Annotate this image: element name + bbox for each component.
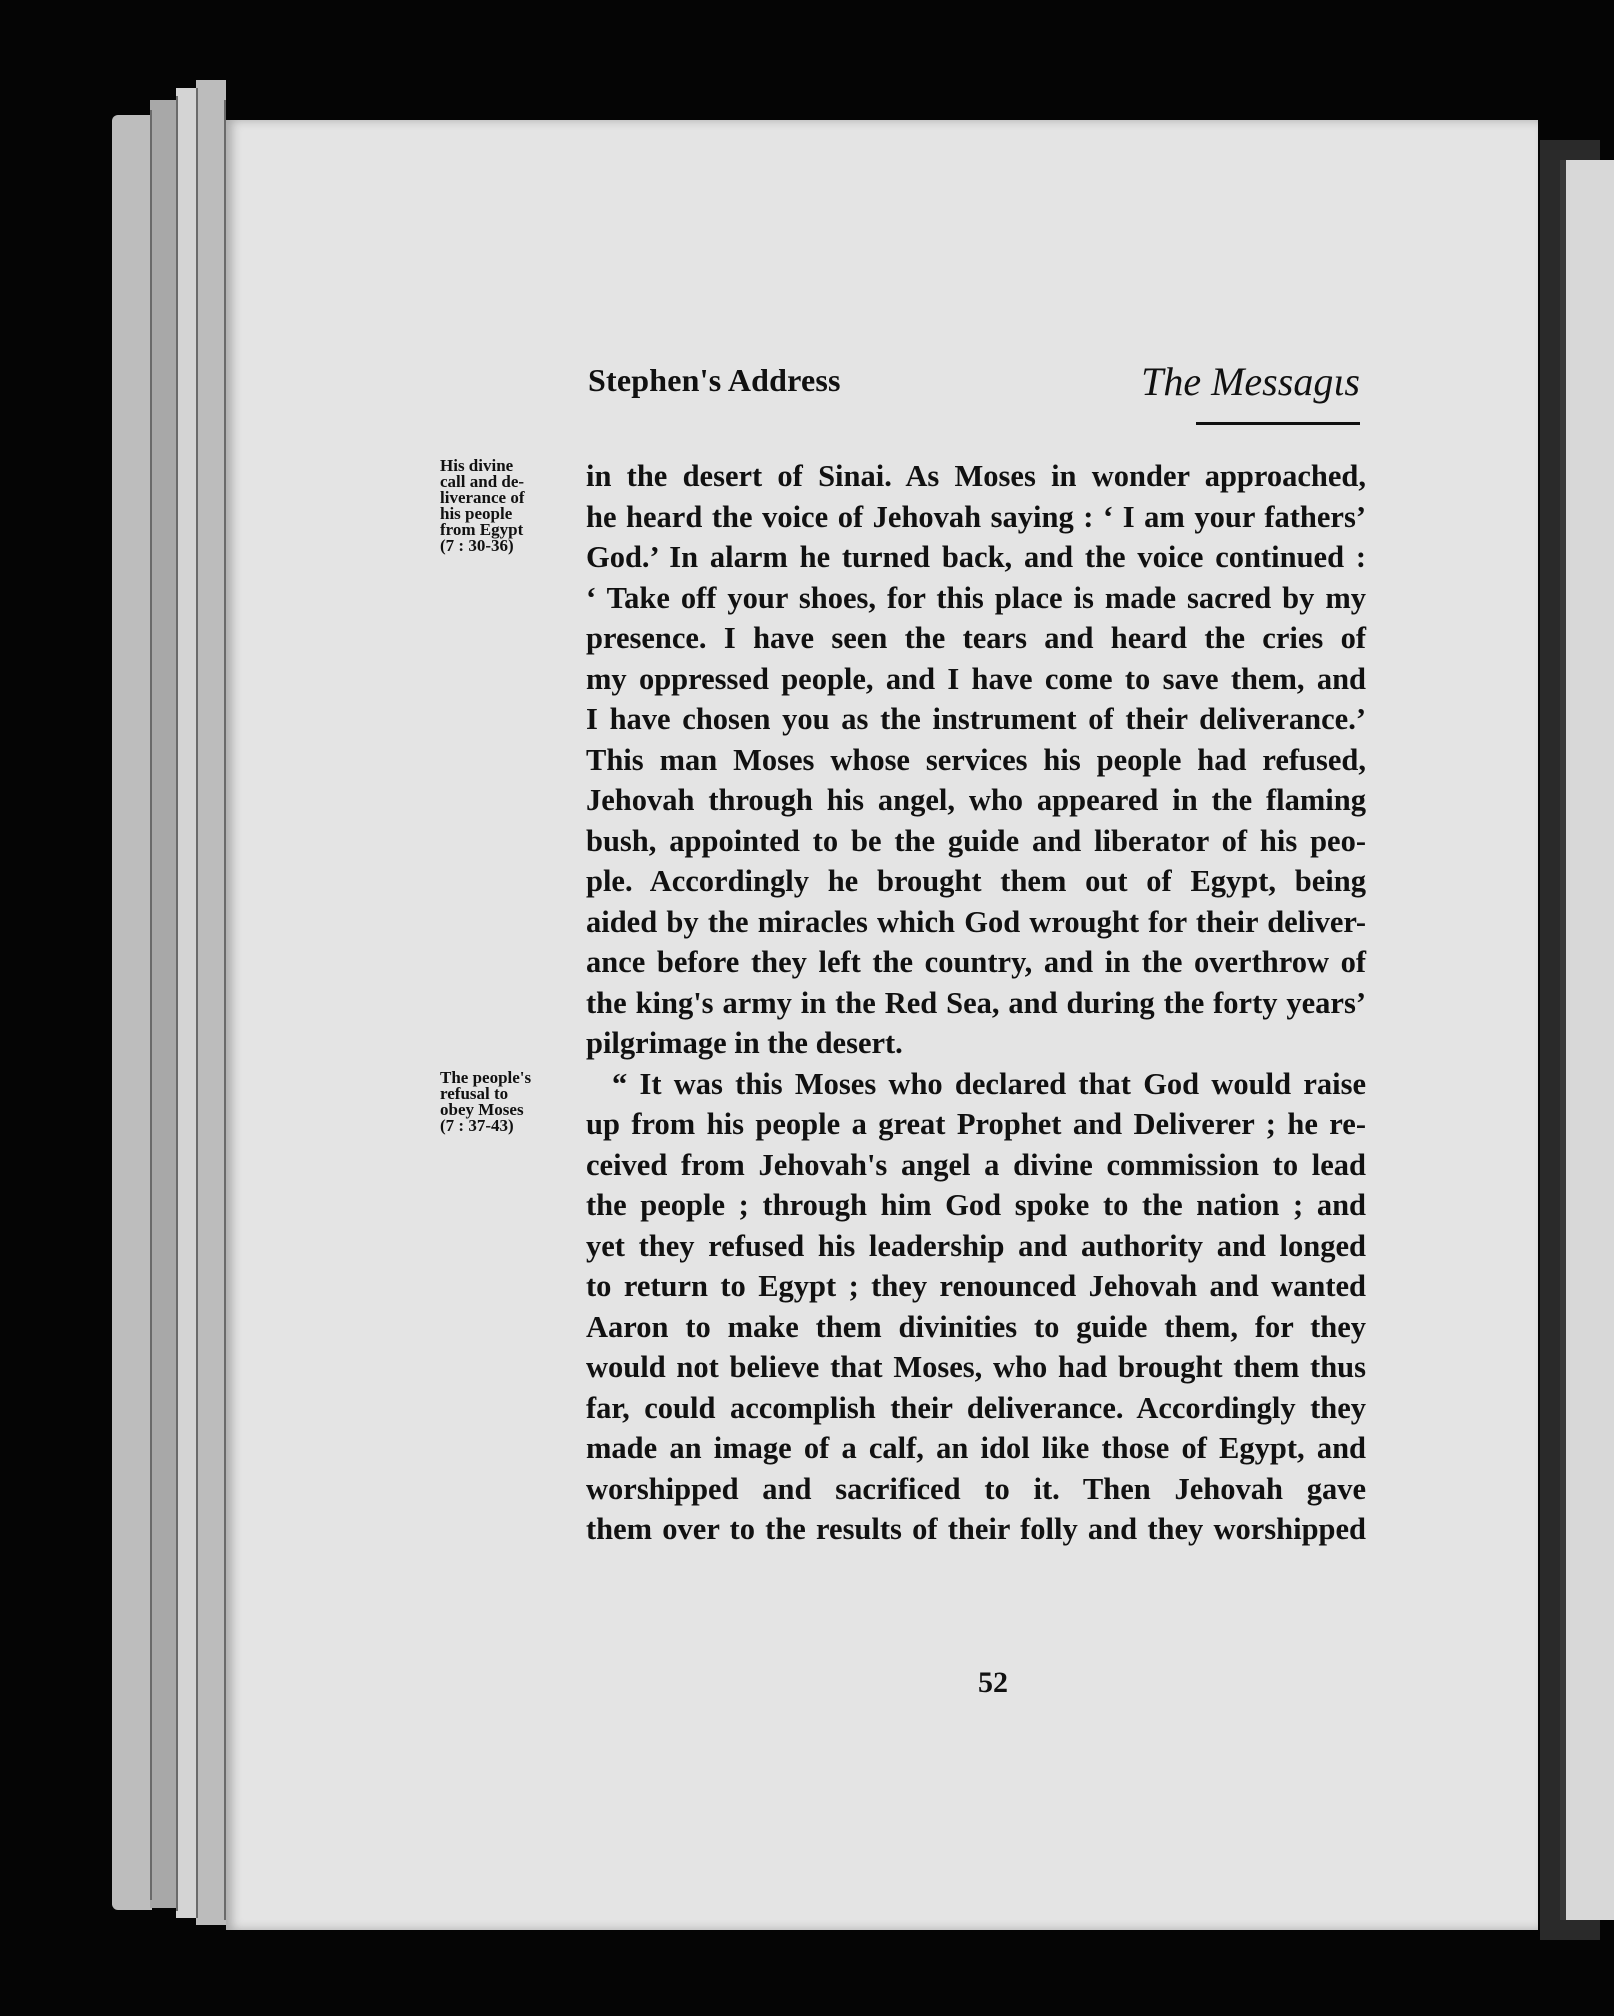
page-edge [150,100,178,1908]
text-line: yet they refused his leadership and authority and longed [586,1228,1366,1263]
text-line: the king's army in the Red Sea, and during the forty years’ [586,985,1366,1020]
running-head-rule [1196,422,1360,425]
sidenote-line: The people's [440,1068,532,1087]
text-line: pilgrimage in the desert. [586,1026,903,1060]
running-head [588,359,1360,422]
text-line: ance before they left the country, and in the overthrow of [586,945,1366,979]
text-line: in the desert of Sinai. As Moses in wonder approached, [586,459,1366,493]
sidenote-line: (7 : 30-36) [440,536,514,555]
sidenote-divine-call [440,458,560,554]
facing-page-edge [1560,160,1614,1920]
text-line: worshipped and sacrificed to it. Then Jehovah gave [586,1471,1366,1506]
text-line: my oppressed people, and I have come to save them, and [586,661,1366,696]
sidenote-line: liverance of [440,488,525,507]
text-line: aided by the miracles which God wrought for their deliver- [586,904,1366,939]
text-line: God.’ In alarm he turned back, and the voice continued : [586,540,1366,574]
page-edge [196,80,226,1925]
text-line: Aaron to make them divinities to guide them, for they [586,1309,1366,1344]
text-line: to return to Egypt ; they renounced Jehovah and wanted [586,1269,1366,1303]
text-line: would not believe that Moses, who had brought them thus [586,1350,1366,1384]
text-line: them over to the results of their folly and they worshipped [586,1512,1366,1546]
text-line: ‘ Take off your shoes, for this place is made sacred by my [586,580,1366,615]
text-line: I have chosen you as the instrument of their deliverance.’ [586,702,1366,736]
sidenote-line: obey Moses [440,1100,524,1119]
sidenote-line: from Egypt [440,520,524,539]
text-line: far, could accomplish their deliverance. Accordingly they [586,1390,1366,1425]
page-edge-line [150,110,152,1900]
text-line: bush, appointed to be the guide and liberator of his peo- [586,823,1366,858]
book-page [226,120,1538,1930]
text-line: made an image of a calf, an idol like those of Egypt, and [586,1431,1366,1465]
sidenote-line: refusal to [440,1084,509,1103]
sidenote-line: (7 : 37-43) [440,1116,514,1135]
body-text [586,456,1366,1550]
sidenote-line: his people [440,504,513,523]
page-edge [176,88,198,1918]
sidenote-line: His divine [440,456,514,475]
text-line: “ It was this Moses who declared that God would raise [612,1066,1366,1101]
page-edge-line [176,96,178,1911]
running-head-left: Stephen's Address [588,362,841,398]
text-line: ple. Accordingly he brought them out of Egypt, being [586,864,1366,898]
sidenote-line: call and de- [440,472,525,491]
text-line: up from his people a great Prophet and Deliverer ; he re- [586,1107,1366,1141]
text-line: the people ; through him God spoke to the nation ; and [586,1188,1366,1222]
sidenote-peoples-refusal [440,1070,560,1134]
text-line: This man Moses whose services his people had refused, [586,742,1366,777]
page-number: 52 [978,1666,1008,1699]
text-line: presence. I have seen the tears and heard the cries of [586,621,1366,655]
text-line: Jehovah through his angel, who appeared in the flaming [586,783,1366,817]
text-line: he heard the voice of Jehovah saying : ‘ I am your fathers’ [586,499,1366,534]
page-edge-line [196,88,198,1918]
running-head-right: The Messagɩs [1141,359,1360,404]
page-edge [112,115,152,1910]
text-line: ceived from Jehovah's angel a divine commission to lead [586,1147,1366,1182]
